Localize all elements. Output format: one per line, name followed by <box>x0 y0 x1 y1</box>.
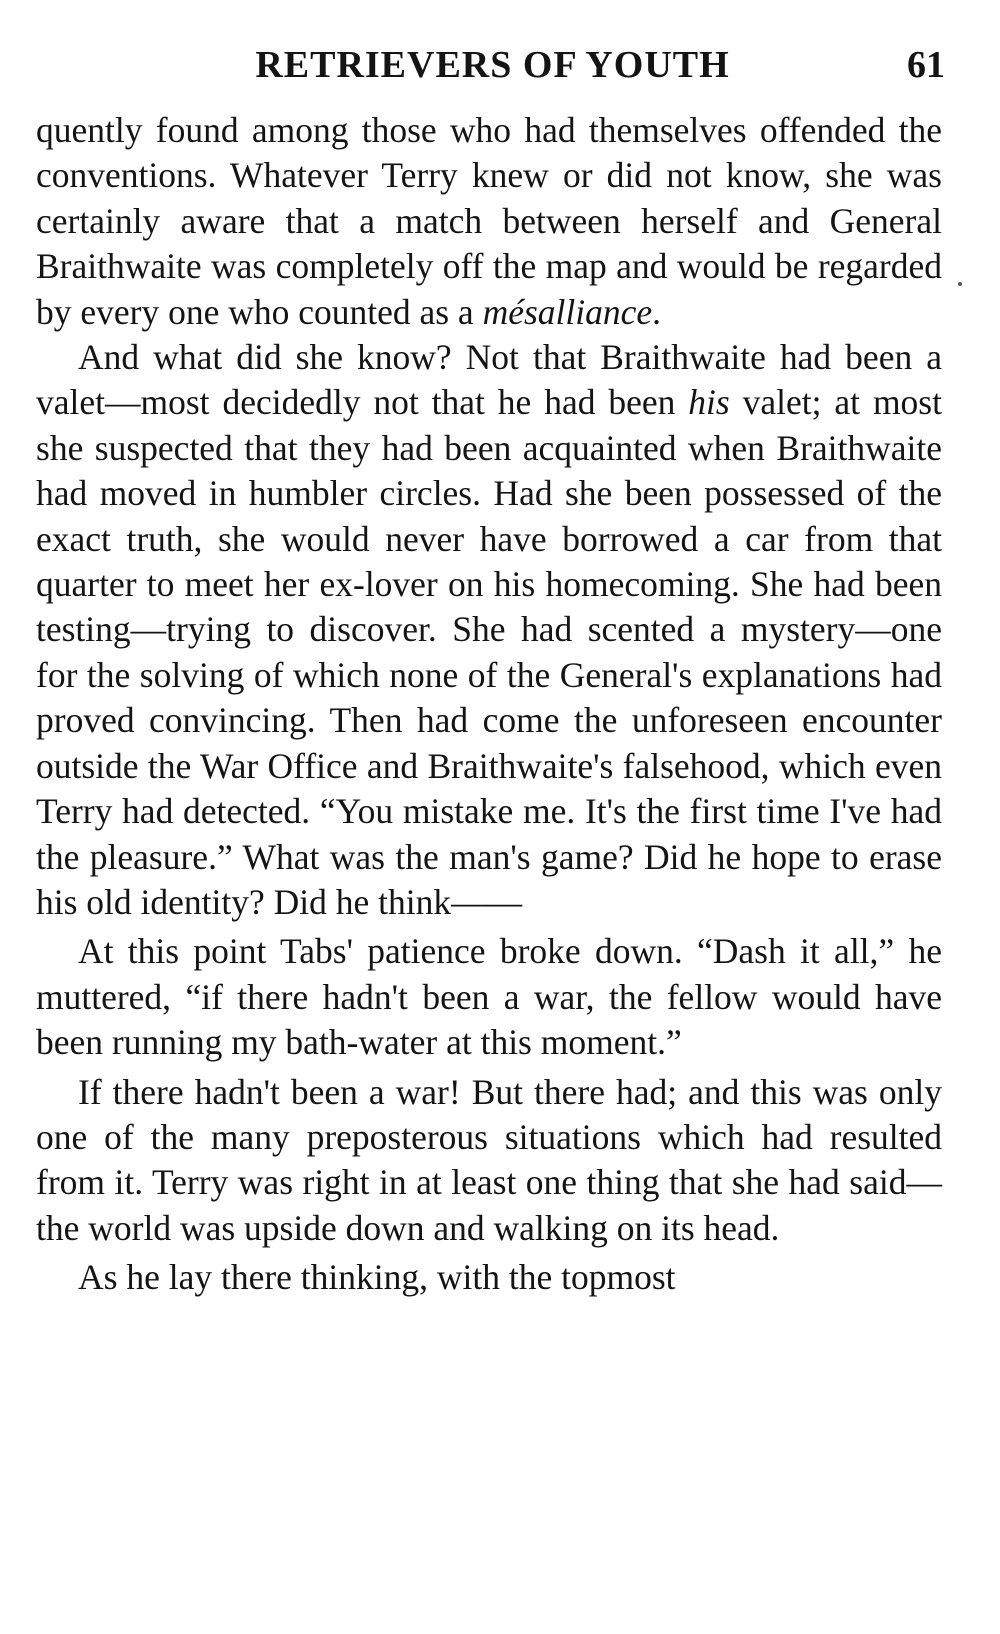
paragraph-2-end: valet; at most she suspected that they had been acquainted when Braithwaite had moved in humbler circles. Had she been possessed of the exact truth, she would never have borrowed a car from that quarter to meet her ex-lover on his homecoming. She had been testing—trying to discover. She had scented a mystery—one for the solving of which none of the General's explanations had proved convincing. Then had come the unforeseen encounter outside the War Office and Braithwaite's falsehood, which even Terry had detected. “You mistake me. It's the first time I've had the pleasure.” What was the man's game? Did he hope to erase his old identity? Did he think—— <box>36 382 942 922</box>
paragraph-1-text: quently found among those who had themselves offended the conventions. Whatever Terry knew or did not know, she was certainly aware that a match between herself and General Braithwaite was completely off the map and would be regarded by every one who counted as a <box>36 110 942 332</box>
paragraph-5: As he lay there thinking, with the topmost <box>78 1257 676 1298</box>
paragraph-1 <box>36 108 942 335</box>
paragraph-1-end: . <box>652 291 661 332</box>
paragraph-4: If there hadn't been a war! But there had; and this was only one of the many preposterous situations which had resulted from it. Terry was right in at least one thing that she had said—the world was upside down and walking on its head. <box>36 1071 942 1248</box>
paragraph-2-text: And what did she know? Not that Braithwaite had been a valet—most decidedly not that he had been <box>36 337 942 423</box>
paragraph-2-italic: his <box>688 382 730 423</box>
paragraph-2 <box>36 335 942 925</box>
body-text <box>36 108 942 1301</box>
page-number: 61 <box>907 44 945 86</box>
running-title: RETRIEVERS OF YOUTH <box>255 44 730 86</box>
ink-speck <box>958 282 962 286</box>
paragraph-3: At this point Tabs' patience broke down. “Dash it all,” he muttered, “if there hadn't been a war, the fellow would have been running my bath-water at this moment.” <box>36 931 942 1063</box>
paragraph-1-italic: mésalliance <box>482 291 653 332</box>
running-head <box>40 40 945 90</box>
